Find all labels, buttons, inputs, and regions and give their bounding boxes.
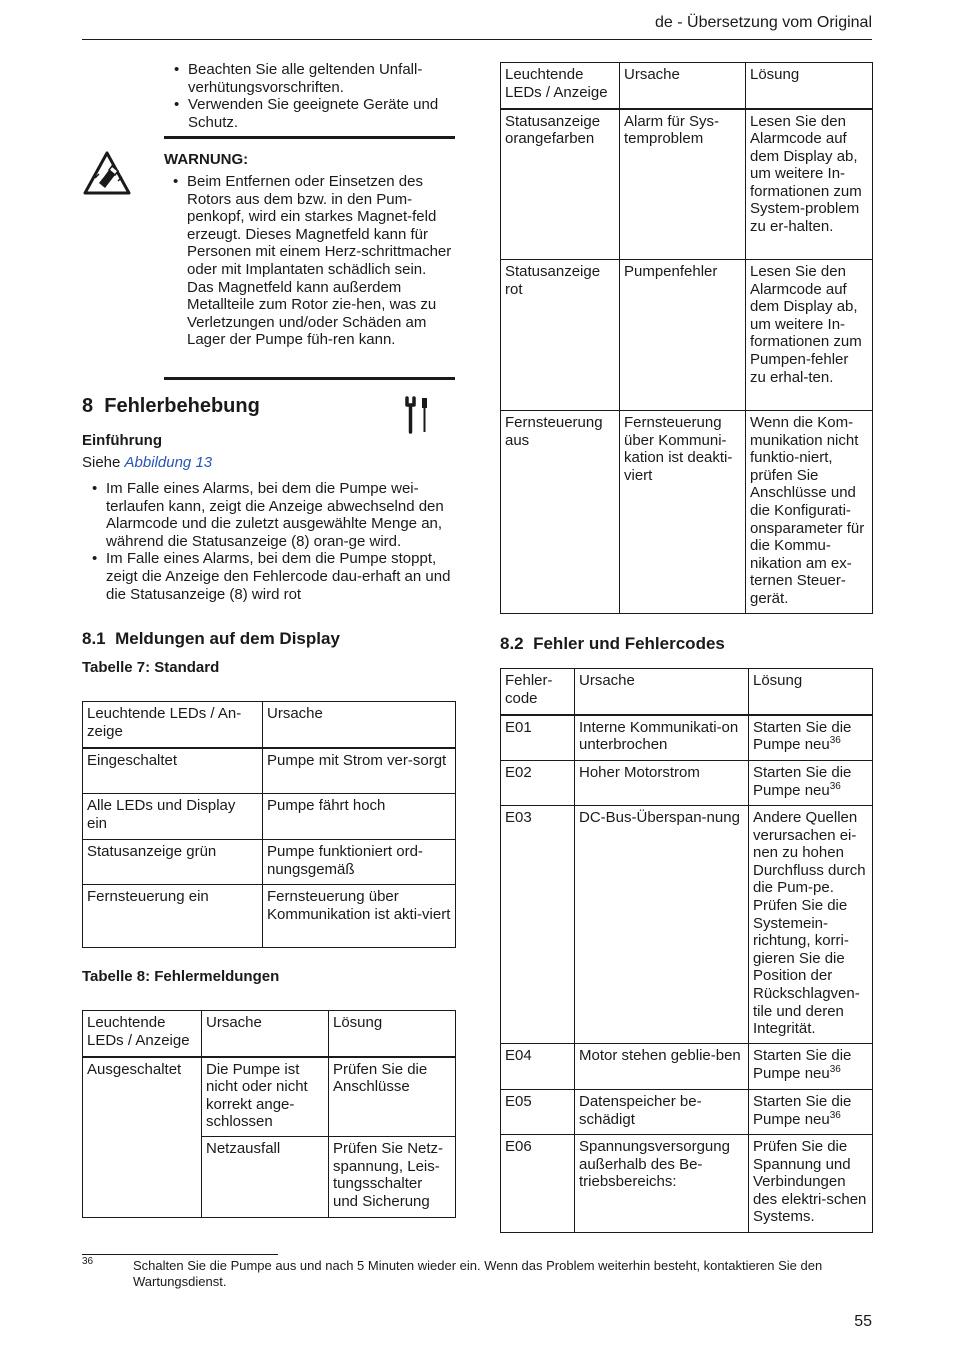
table-cell: DC-Bus-Überspan-nung <box>575 806 749 1044</box>
table-cell: Fernsteuerung über Kommunikation ist akti-viert <box>263 885 456 948</box>
header-rule <box>82 39 872 40</box>
table-cell <box>749 1090 873 1135</box>
column-header: Leuchtende LEDs / Anzeige <box>83 1011 202 1057</box>
section-number: 8 <box>82 395 94 417</box>
section-number: 8.2 <box>500 634 524 653</box>
column-header: Leuchtende LEDs / Anzeige <box>501 63 620 109</box>
table-row <box>501 260 873 411</box>
see-prefix: Siehe <box>82 454 125 471</box>
table-cell: Statusanzeige orangefarben <box>501 109 620 260</box>
table-cell: Ausgeschaltet <box>83 1057 202 1218</box>
table-cell: Statusanzeige grün <box>83 840 263 885</box>
table-row <box>501 806 873 1044</box>
warning-text: • Beim Entfernen oder Einsetzen des Rotors aus dem bzw. in den Pum-penkopf, wird ein starkes Magnet-feld erzeugt. Dieses Magnetfeld kann für Personen mit einem Herz-schrittmacher oder mit Implantaten schädlich sein. Das Magnetfeld kann außerdem Metallteile zum Rotor zie-hen, was zu Verletzungen und/oder Schäden am Lager der Pumpe füh-ren kann. <box>169 173 455 349</box>
table-7-caption: Tabelle 7: Standard <box>82 659 220 676</box>
table-header-row <box>501 63 873 109</box>
list-item: • Im Falle eines Alarms, bei dem die Pumpe wei-terlaufen kann, zeigt die Anzeige abwechselnd den Alarmcode und die zuletzt ausgewählte Menge an, während die Statusanzeige (8) oran-ge wird. <box>88 480 455 550</box>
table-cell: Datenspeicher be-schädigt <box>575 1090 749 1135</box>
table-cell: Wenn die Kom-munikation nicht funktio-niert, prüfen Sie Anschlüsse und die Konfigurati-onsparameter für die Kommu-nikation am ex-ternen Steuer-gerät. <box>746 411 873 614</box>
table-8-continued <box>500 62 873 614</box>
table-cell <box>749 1135 873 1233</box>
table-row <box>83 748 456 794</box>
table-cell: Prüfen Sie die Anschlüsse <box>329 1057 456 1137</box>
footnote-text: Schalten Sie die Pumpe aus und nach 5 Minuten wieder ein. Wenn das Problem weiterhin besteht, kontaktieren Sie den Wartungsdienst. <box>133 1258 823 1289</box>
table-cell: Fernsteuerung ein <box>83 885 263 948</box>
table-row <box>501 411 873 614</box>
table-cell: Lesen Sie den Alarmcode auf dem Display ab, um weitere In-formationen zum System-problem zu er-halten. <box>746 109 873 260</box>
table-9-error-codes <box>500 668 873 1233</box>
table-8 <box>82 1010 456 1218</box>
table-cell: Lesen Sie den Alarmcode auf dem Display ab, um weitere In-formationen zum Pumpen-fehler zu erhal-ten. <box>746 260 873 411</box>
section-8-heading <box>82 395 260 418</box>
intro-bullet-list <box>170 61 455 131</box>
table-header-row <box>83 1011 456 1057</box>
table-cell: Alarm für Sys-temproblem <box>620 109 746 260</box>
table-cell: E02 <box>501 761 575 806</box>
table-row <box>501 761 873 806</box>
table-cell: Pumpe funktioniert ord-nungsgemäß <box>263 840 456 885</box>
page-number: 55 <box>854 1313 872 1330</box>
table-cell: Statusanzeige rot <box>501 260 620 411</box>
table-cell: Pumpe mit Strom ver-sorgt <box>263 748 456 794</box>
table-cell: Interne Kommunikati-on unterbrochen <box>575 715 749 761</box>
magnet-warning-icon <box>82 150 132 196</box>
table-cell: E04 <box>501 1044 575 1090</box>
footnote-number: 36 <box>82 1256 94 1267</box>
solution-text: Starten Sie die Pumpe neu <box>753 764 852 799</box>
column-header: Leuchtende LEDs / An-zeige <box>83 702 263 748</box>
column-header: Lösung <box>749 669 873 715</box>
footnote-rule <box>82 1254 278 1255</box>
table-cell: E01 <box>501 715 575 761</box>
solution-text: Starten Sie die Pumpe neu <box>753 718 852 754</box>
column-header: Ursache <box>263 702 456 748</box>
solution-text: Starten Sie die Pumpe neu <box>753 1093 852 1128</box>
tools-icon <box>402 396 432 434</box>
solution-text: Starten Sie die Pumpe neu <box>753 1047 852 1082</box>
table-header-row <box>501 669 873 715</box>
warning-box <box>164 136 455 380</box>
list-item: • Im Falle eines Alarms, bei dem die Pumpe stoppt, zeigt die Anzeige den Fehlercode dau-erhaft an und die Statusanzeige (8) wird rot <box>88 550 455 603</box>
list-item: • Verwenden Sie geeignete Geräte und Schutz. <box>170 96 455 131</box>
table-row <box>501 1135 873 1233</box>
table-row <box>501 1044 873 1090</box>
see-figure-line <box>82 454 212 472</box>
footnote-ref[interactable]: 36 <box>829 735 841 747</box>
table-row <box>83 794 456 840</box>
section-title: Fehlerbehebung <box>104 395 260 417</box>
table-cell: Die Pumpe ist nicht oder nicht korrekt ange-schlossen <box>202 1057 329 1137</box>
column-header: Fehler-code <box>501 669 575 715</box>
table-cell <box>749 806 873 1044</box>
table-cell <box>749 1044 873 1090</box>
figure-link[interactable]: Abbildung 13 <box>124 454 213 471</box>
table-cell: E03 <box>501 806 575 1044</box>
column-header: Lösung <box>329 1011 456 1057</box>
table-cell <box>749 761 873 806</box>
table-row <box>501 109 873 260</box>
section-number: 8.1 <box>82 629 106 648</box>
section-82-heading <box>500 634 725 654</box>
table-cell <box>749 715 873 761</box>
column-header: Ursache <box>620 63 746 109</box>
table-cell: Pumpe fährt hoch <box>263 794 456 840</box>
table-cell: Fernsteuerung aus <box>501 411 620 614</box>
table-row <box>83 885 456 948</box>
table-cell: Fernsteuerung über Kommuni-kation ist deakti-viert <box>620 411 746 614</box>
table-row <box>83 1057 456 1137</box>
table-cell: Prüfen Sie Netz-spannung, Leis-tungsschalter und Sicherung <box>329 1137 456 1218</box>
table-row <box>501 1090 873 1135</box>
section-title: Fehler und Fehlercodes <box>533 634 725 653</box>
column-header: Ursache <box>202 1011 329 1057</box>
intro-heading: Einführung <box>82 432 162 449</box>
table-cell: Eingeschaltet <box>83 748 263 794</box>
warning-label: WARNUNG: <box>164 151 249 168</box>
footnote-ref[interactable]: 36 <box>829 780 841 792</box>
table-8-caption: Tabelle 8: Fehlermeldungen <box>82 968 280 985</box>
footnote-ref[interactable]: 36 <box>829 1063 841 1075</box>
table-row <box>501 715 873 761</box>
column-header: Ursache <box>575 669 749 715</box>
table-cell: Spannungsversorgung außerhalb des Be-triebsbereichs: <box>575 1135 749 1233</box>
section-81-heading <box>82 629 340 649</box>
footnote-ref[interactable]: 36 <box>829 1109 841 1121</box>
running-header: de - Übersetzung vom Original <box>655 14 872 31</box>
table-cell: Hoher Motorstrom <box>575 761 749 806</box>
column-header: Lösung <box>746 63 873 109</box>
table-cell: E06 <box>501 1135 575 1233</box>
table-row <box>83 840 456 885</box>
table-7 <box>82 701 456 948</box>
table-cell: Pumpenfehler <box>620 260 746 411</box>
table-cell: Alle LEDs und Display ein <box>83 794 263 840</box>
solution-text: Prüfen Sie die Spannung und Verbindungen des elektri-schen Systems. <box>753 1138 867 1226</box>
list-item: • Beachten Sie alle geltenden Unfall-verhütungsvorschriften. <box>170 61 455 96</box>
table-header-row <box>83 702 456 748</box>
table-cell: E05 <box>501 1090 575 1135</box>
solution-text: Andere Quellen verursachen ei-nen zu hohen Durchfluss durch die Pum-pe. Prüfen Sie die Systemein-richtung, korri-gieren Sie die Position der Rückschlagven-tile und deren Integrität. <box>753 809 866 1038</box>
section-8-bullets <box>88 480 455 603</box>
warning-list <box>169 173 455 349</box>
table-cell: Motor stehen geblie-ben <box>575 1044 749 1090</box>
table-cell: Netzausfall <box>202 1137 329 1218</box>
section-title: Meldungen auf dem Display <box>115 629 340 648</box>
